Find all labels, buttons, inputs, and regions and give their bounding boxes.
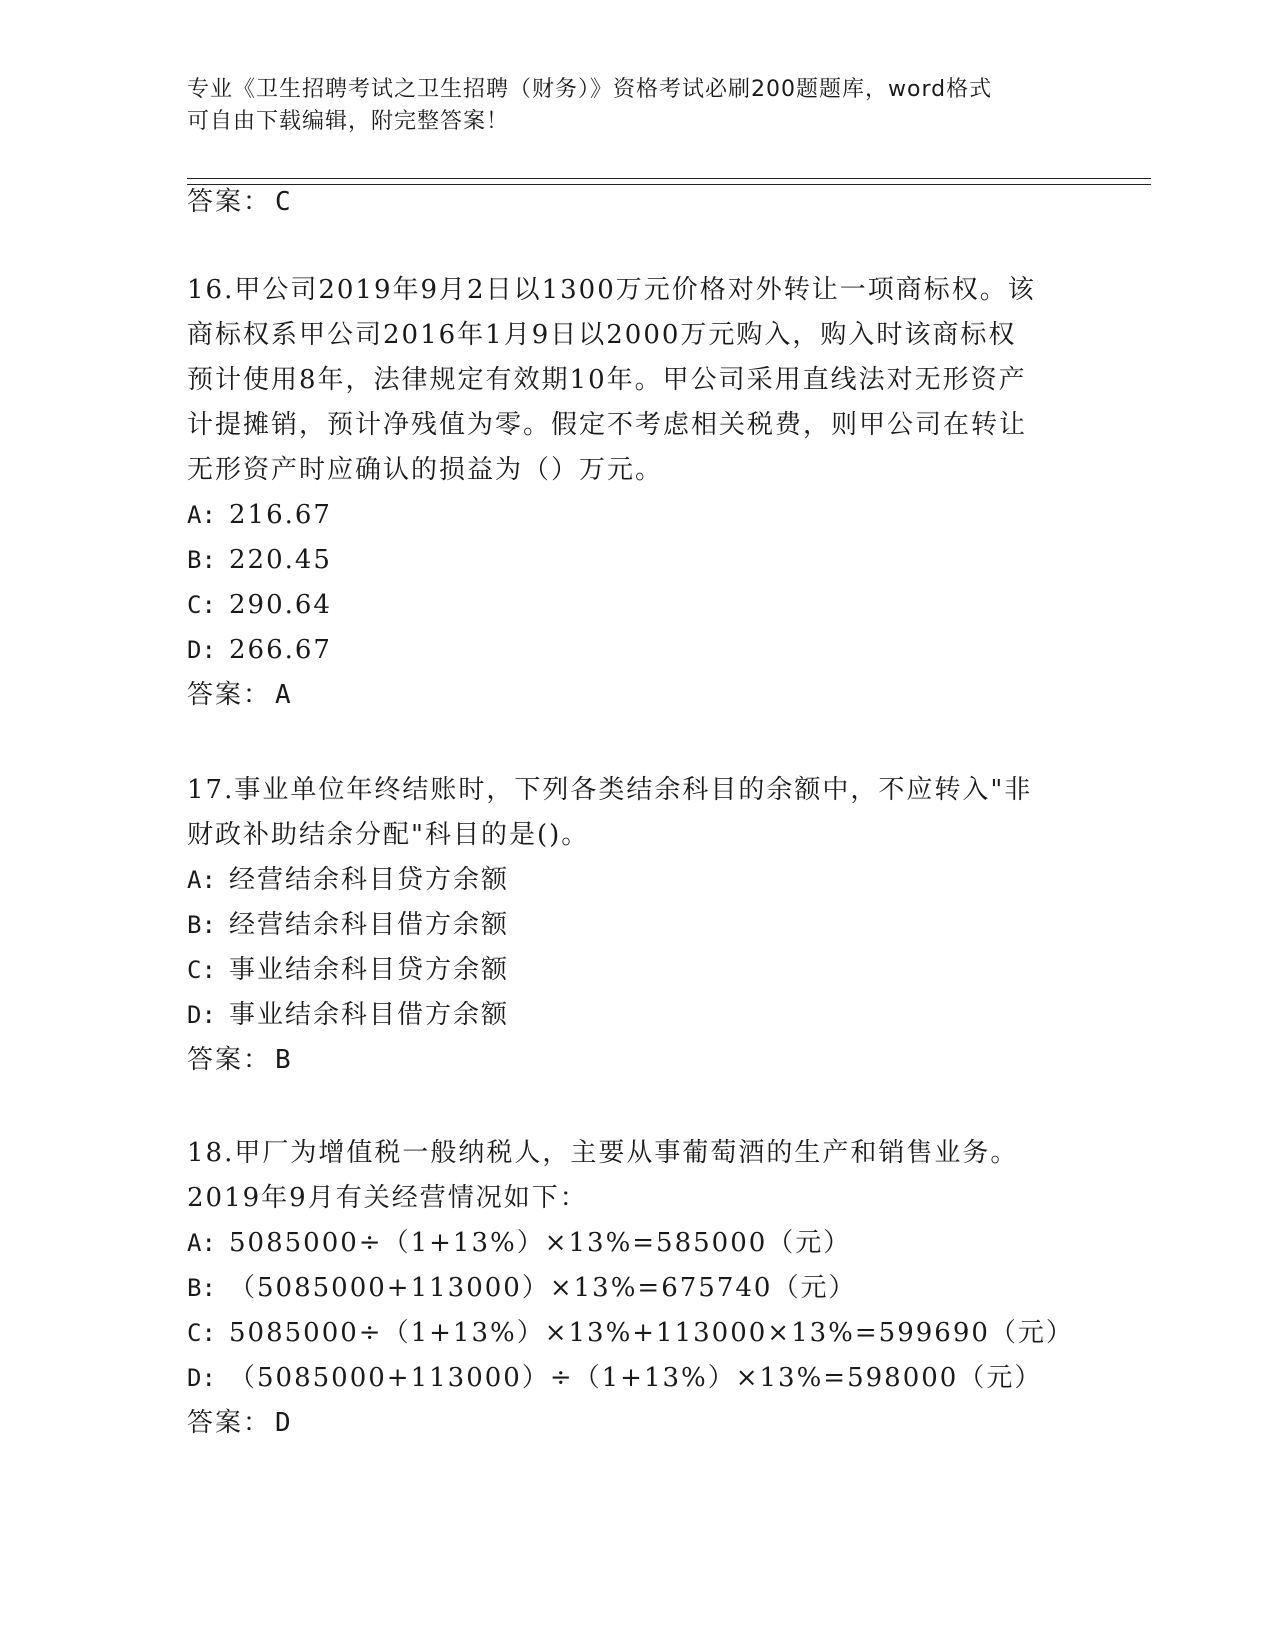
option-b (187, 903, 1087, 948)
answer-value: A (275, 680, 293, 710)
answer-line (187, 673, 1087, 718)
question-line: 16.甲公司2019年9月2日以1300万元价格对外转让一项商标权。该 (187, 275, 1036, 305)
question-line: 计提摊销，预计净残值为零。假定不考虑相关税费，则甲公司在转让 (187, 410, 1028, 440)
question-line: 18.甲厂为增值税一般纳税人，主要从事葡萄酒的生产和销售业务。 (187, 1138, 1019, 1168)
answer-label: 答案： (187, 680, 272, 710)
header-line-2: 可自由下载编辑，附完整答案！ (187, 109, 510, 134)
option-letter: D: (187, 1364, 216, 1392)
option-letter: B: (187, 911, 216, 939)
option-letter: C: (187, 1319, 216, 1347)
option-text: 220.45 (229, 545, 332, 575)
answer-line (187, 1038, 1087, 1083)
question-16 (187, 268, 1087, 718)
option-c (187, 583, 1087, 628)
option-text: 266.67 (229, 635, 332, 665)
option-c (187, 1311, 1087, 1356)
previous-answer (187, 180, 1087, 225)
option-letter: C: (187, 591, 216, 619)
option-letter: D: (187, 1001, 216, 1029)
option-text: 事业结余科目借方余额 (229, 1000, 510, 1030)
option-a (187, 493, 1087, 538)
option-text: （5085000+113000）×13%=675740（元） (229, 1273, 857, 1303)
answer-value: C (275, 187, 293, 217)
header-divider-top (187, 178, 1151, 179)
option-c (187, 948, 1087, 993)
option-b (187, 1266, 1087, 1311)
option-letter: A: (187, 1229, 216, 1257)
option-text: 5085000÷（1+13%）×13%=585000（元） (229, 1228, 852, 1258)
answer-label: 答案： (187, 1045, 272, 1075)
answer-value: B (275, 1045, 293, 1075)
document-header (187, 74, 1067, 138)
option-a (187, 1221, 1087, 1266)
option-text: 事业结余科目贷方余额 (229, 955, 510, 985)
option-a (187, 858, 1087, 903)
option-d (187, 628, 1087, 673)
option-letter: C: (187, 956, 216, 984)
question-line: 预计使用8年，法律规定有效期10年。甲公司采用直线法对无形资产 (187, 365, 1027, 395)
option-letter: A: (187, 866, 216, 894)
question-line: 2019年9月有关经营情况如下： (187, 1183, 588, 1213)
option-text: 290.64 (229, 590, 332, 620)
question-17 (187, 768, 1087, 1083)
question-line: 财政补助结余分配"科目的是()。 (187, 820, 590, 850)
header-line-1: 专业《卫生招聘考试之卫生招聘（财务）》资格考试必刷200题题库，word格式 (187, 77, 993, 102)
option-text: 经营结余科目贷方余额 (229, 865, 510, 895)
answer-label: 答案： (187, 187, 272, 217)
answer-value: D (275, 1408, 293, 1438)
option-letter: A: (187, 501, 216, 529)
option-text: （5085000+113000）÷（1+13%）×13%=598000（元） (229, 1363, 1043, 1393)
question-line: 17.事业单位年终结账时，下列各类结余科目的余额中，不应转入"非 (187, 775, 1033, 805)
option-letter: B: (187, 546, 216, 574)
option-text: 216.67 (229, 500, 332, 530)
answer-label: 答案： (187, 1408, 272, 1438)
option-letter: B: (187, 1274, 216, 1302)
answer-line (187, 1401, 1087, 1446)
option-text: 经营结余科目借方余额 (229, 910, 510, 940)
question-line: 商标权系甲公司2016年1月9日以2000万元购入，购入时该商标权 (187, 320, 1017, 350)
answer-line (187, 180, 1087, 225)
option-d (187, 1356, 1087, 1401)
option-d (187, 993, 1087, 1038)
option-b (187, 538, 1087, 583)
question-18 (187, 1131, 1087, 1446)
question-line: 无形资产时应确认的损益为（）万元。 (187, 455, 664, 485)
option-text: 5085000÷（1+13%）×13%+113000×13%=599690（元） (229, 1318, 1074, 1348)
option-letter: D: (187, 636, 216, 664)
